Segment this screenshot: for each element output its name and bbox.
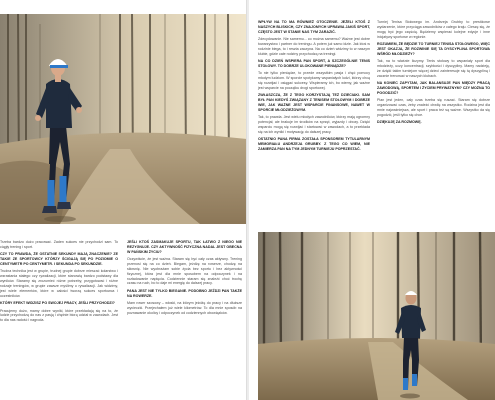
- interview-question: JEŚLI KTOŚ ZASMAKUJE SPORTU, TAK ŁATWO Z NIEGO NIE REZYGNUJE. CZY AKTYWNOŚĆ FIZYCZNA NADAL JEST OBECNA W PAŃSKIM ŻYCIU?: [127, 240, 242, 254]
- interview-question: NA CO DZIEŃ WSPIERA PAN SPORT, A SZCZEGÓLNIE TENIS STOŁOWY. TO DOBRZE ULOKOWANE PIENIĄDZE?: [258, 59, 370, 68]
- interview-answer: Trzeba bardzo dużo pracować. Zaden sukces nie przychodzi sam. To ciągły trening i sport.: [0, 240, 118, 249]
- interview-answer: Oczywiście, że jest ważna. Staram się być cały czas aktywny. Trening przenosi się na co dzień. Biegam, jeżdżę na rowerze, chodzę na siłownię. Nie wyobrażam sobie życia bez sportu i bez aktywności fizycznej, która jest dla mnie sposobem na odpoczynek i na rozładowanie napięcia. Codziennie staram się znaleźć choć trochę czasu na ruch, bo to daje mi energię do dalszej pracy.: [127, 257, 242, 286]
- interview-question: PANA JEST NIE TYLKO BIEGANIE. PODOBNO JEŹDZI PAN TAKŻE NA ROWERZE.: [127, 288, 242, 298]
- runner-photo-front: [0, 14, 247, 224]
- right-page: [249, 0, 495, 400]
- right-page-column-1: [258, 20, 370, 154]
- interview-question: OSTATNIO PANA FIRMA ZOSTAŁA SPONSOREM TYTULARNYM MEMORIAŁU ANDRZEJA GRUBBY. Z TEGO CO WIEM, NIE ZAMIERZA PAN NA TYM JEDNYM TURNIEJU POPRZESTAĆ.: [258, 137, 370, 151]
- interview-answer: Mam rower szosowy – włoski, na którym jeżdżę do pracy i na dłuższe wycieczki. Przejechałem już wiele kilometrów. To dla mnie sposób na poznawanie okolicy i odpoczynek od codziennych obowiązków.: [127, 301, 242, 315]
- interview-answer: Trudna technika jest w grupie, trudnej grupie dobrze mieszać kolarstwo i wzrastania stałego czy rywalizacji, które stanowią bardzo podstawy dla wyników. Staramy się zrozumieć różne potrzeby, przygotować i różne rodzaje treningów, w grupie zawsze myślimy o rywalizacji. Jak widzimy, jest wiele elementów, które w całości tworzą sukces sportowca i uczestników.: [0, 269, 118, 298]
- runner-photo-back: [258, 232, 495, 400]
- interview-question: WPŁYW NA TO MA RÓWNIEŻ OTOCZENIE. JEŻELI KTOŚ Z NASZYCH BLISKICH, CZY ZNAJOMYCH UPRAWIA JAKIŚ SPORT, CZĘSTO JEST W STANIE NAS TYM ZARAZIĆ.: [258, 20, 370, 34]
- right-page-column-2: [377, 20, 490, 128]
- interview-answer: Tak, to prawda. Jest wielu młodych zawodników, którzy mają ogromny potencjał, ale brakuje im środków na sprzęt, wyjazdy i obozy. Dzięki wsparciu mogą się rozwijać i startować w zawodach, a to przekłada się na ich wyniki i motywację do dalszej pracy.: [258, 115, 370, 134]
- interview-answer: Zdecydowanie. Nie samemu... co można samemu? Ważne jest dobre towarzystwo i partner do treningu. A potem już samo idzie. Jak ktoś w rodzinie biega, to i reszta zaczyna. Na co dzień widzimy to w naszym klubie, gdzie całe rodziny przychodzą na treningi.: [258, 37, 370, 56]
- interview-answer: Tak, na to właśnie liczymy. Tenis stołowy to wspaniały sport dla młodzieży, uczy koncentracji, szybkości i dyscypliny. Mamy nadzieję, że dzięki takim turniejom więcej dzieci zainteresuje się tą dyscypliną i zacznie trenować w naszych klubach.: [377, 59, 490, 78]
- interview-question: ROZUMIEM, ŻE BĘDZIE TO TURNIEJ TENISA STOŁOWEGO, WIĘC JEST OKAZJA, ŻE ROZWINIE SIĘ TA DYSCYPLINA SPORTOWA WŚRÓD MŁODZIEŻY?: [377, 41, 490, 56]
- interview-question: ZWŁASZCZA, ŻE Z TEGO KORZYSTAJĄ TEŻ DZIECIAKI. SAM BYŁ PAN KIEDYŚ ZWIĄZANY Z TENISEM STOŁOWYM I DOBRZE WIE, JAK WAŻNE JEST WSPARCIE FINANSOWE, NAWET W SPORCIE MŁODZIEŻOWYM.: [258, 93, 370, 112]
- interview-answer: Turniej Tenisa Stołowego im. Andrzeja Grubby to prestiżowe wydarzenie, które przyciąga zawodników z całego kraju. Cieszę się, że mogę być jego częścią. Będziemy wspierać kolejne edycje i inne inicjatywy sportowe w regionie.: [377, 20, 490, 39]
- left-page: [0, 0, 247, 400]
- left-page-column-2: [127, 240, 242, 318]
- interview-question: KTÓRY EFEKT WIDZISZ PO SWOJEJ PRACY, JEŚLI PRZYCHODZI?: [0, 301, 115, 306]
- interview-question: CZY TO PRAWDA, ŻE OSTATNIE SEKUNDY MAJĄ ZNACZENIE? ZE TAKIE ZE SPORTOWCY KTÓRZY ŚCIGAJĄ SIĘ PO POZIOMIE O CENTYMETR PO CENTYMETR. I SEKUNDA PO SEKUNDZIE.: [0, 252, 118, 266]
- interview-signoff: DZIĘKUJĘ ZA ROZMOWĘ.: [377, 120, 422, 125]
- interview-answer: Plan jest jeden, cały czas trzeba się ruszać. Staram się dobrze organizować czas, żeby znaleźć chwilę na wszystko. Rodzina jest dla mnie najważniejsza, ale sport i praca też są ważne. Wszystko da się pogodzić, jeśli tylko się chce.: [377, 98, 490, 117]
- interview-answer: Pracujemy dużo, mamy dobre wyniki, które przekładają się na to, że ludzie przychodzą do nas z pasją i chętnie biorą udział w zawodach. Jest to dla nas radość i nagroda.: [0, 308, 118, 323]
- left-page-column-1: [0, 240, 118, 326]
- interview-question: NA KONIEC ZAPYTAM, JAK BALANSUJE PAN MIĘDZY PRACĄ ZAWODOWĄ, SPORTEM I ŻYCIEM PRYWATNYM? CZY MOŻNA TO POGODZIĆ?: [377, 81, 490, 95]
- interview-answer: To nie tylko pieniądze, to przede wszystkim pasja i chęć pomocy młodym ludziom. W sporcie spotykamy wspaniałych ludzi, którzy chcą się rozwijać i osiągać sukcesy. Wspieramy ich, bo wiemy, jak ważne jest wsparcie na początku drogi sportowej.: [258, 71, 370, 90]
